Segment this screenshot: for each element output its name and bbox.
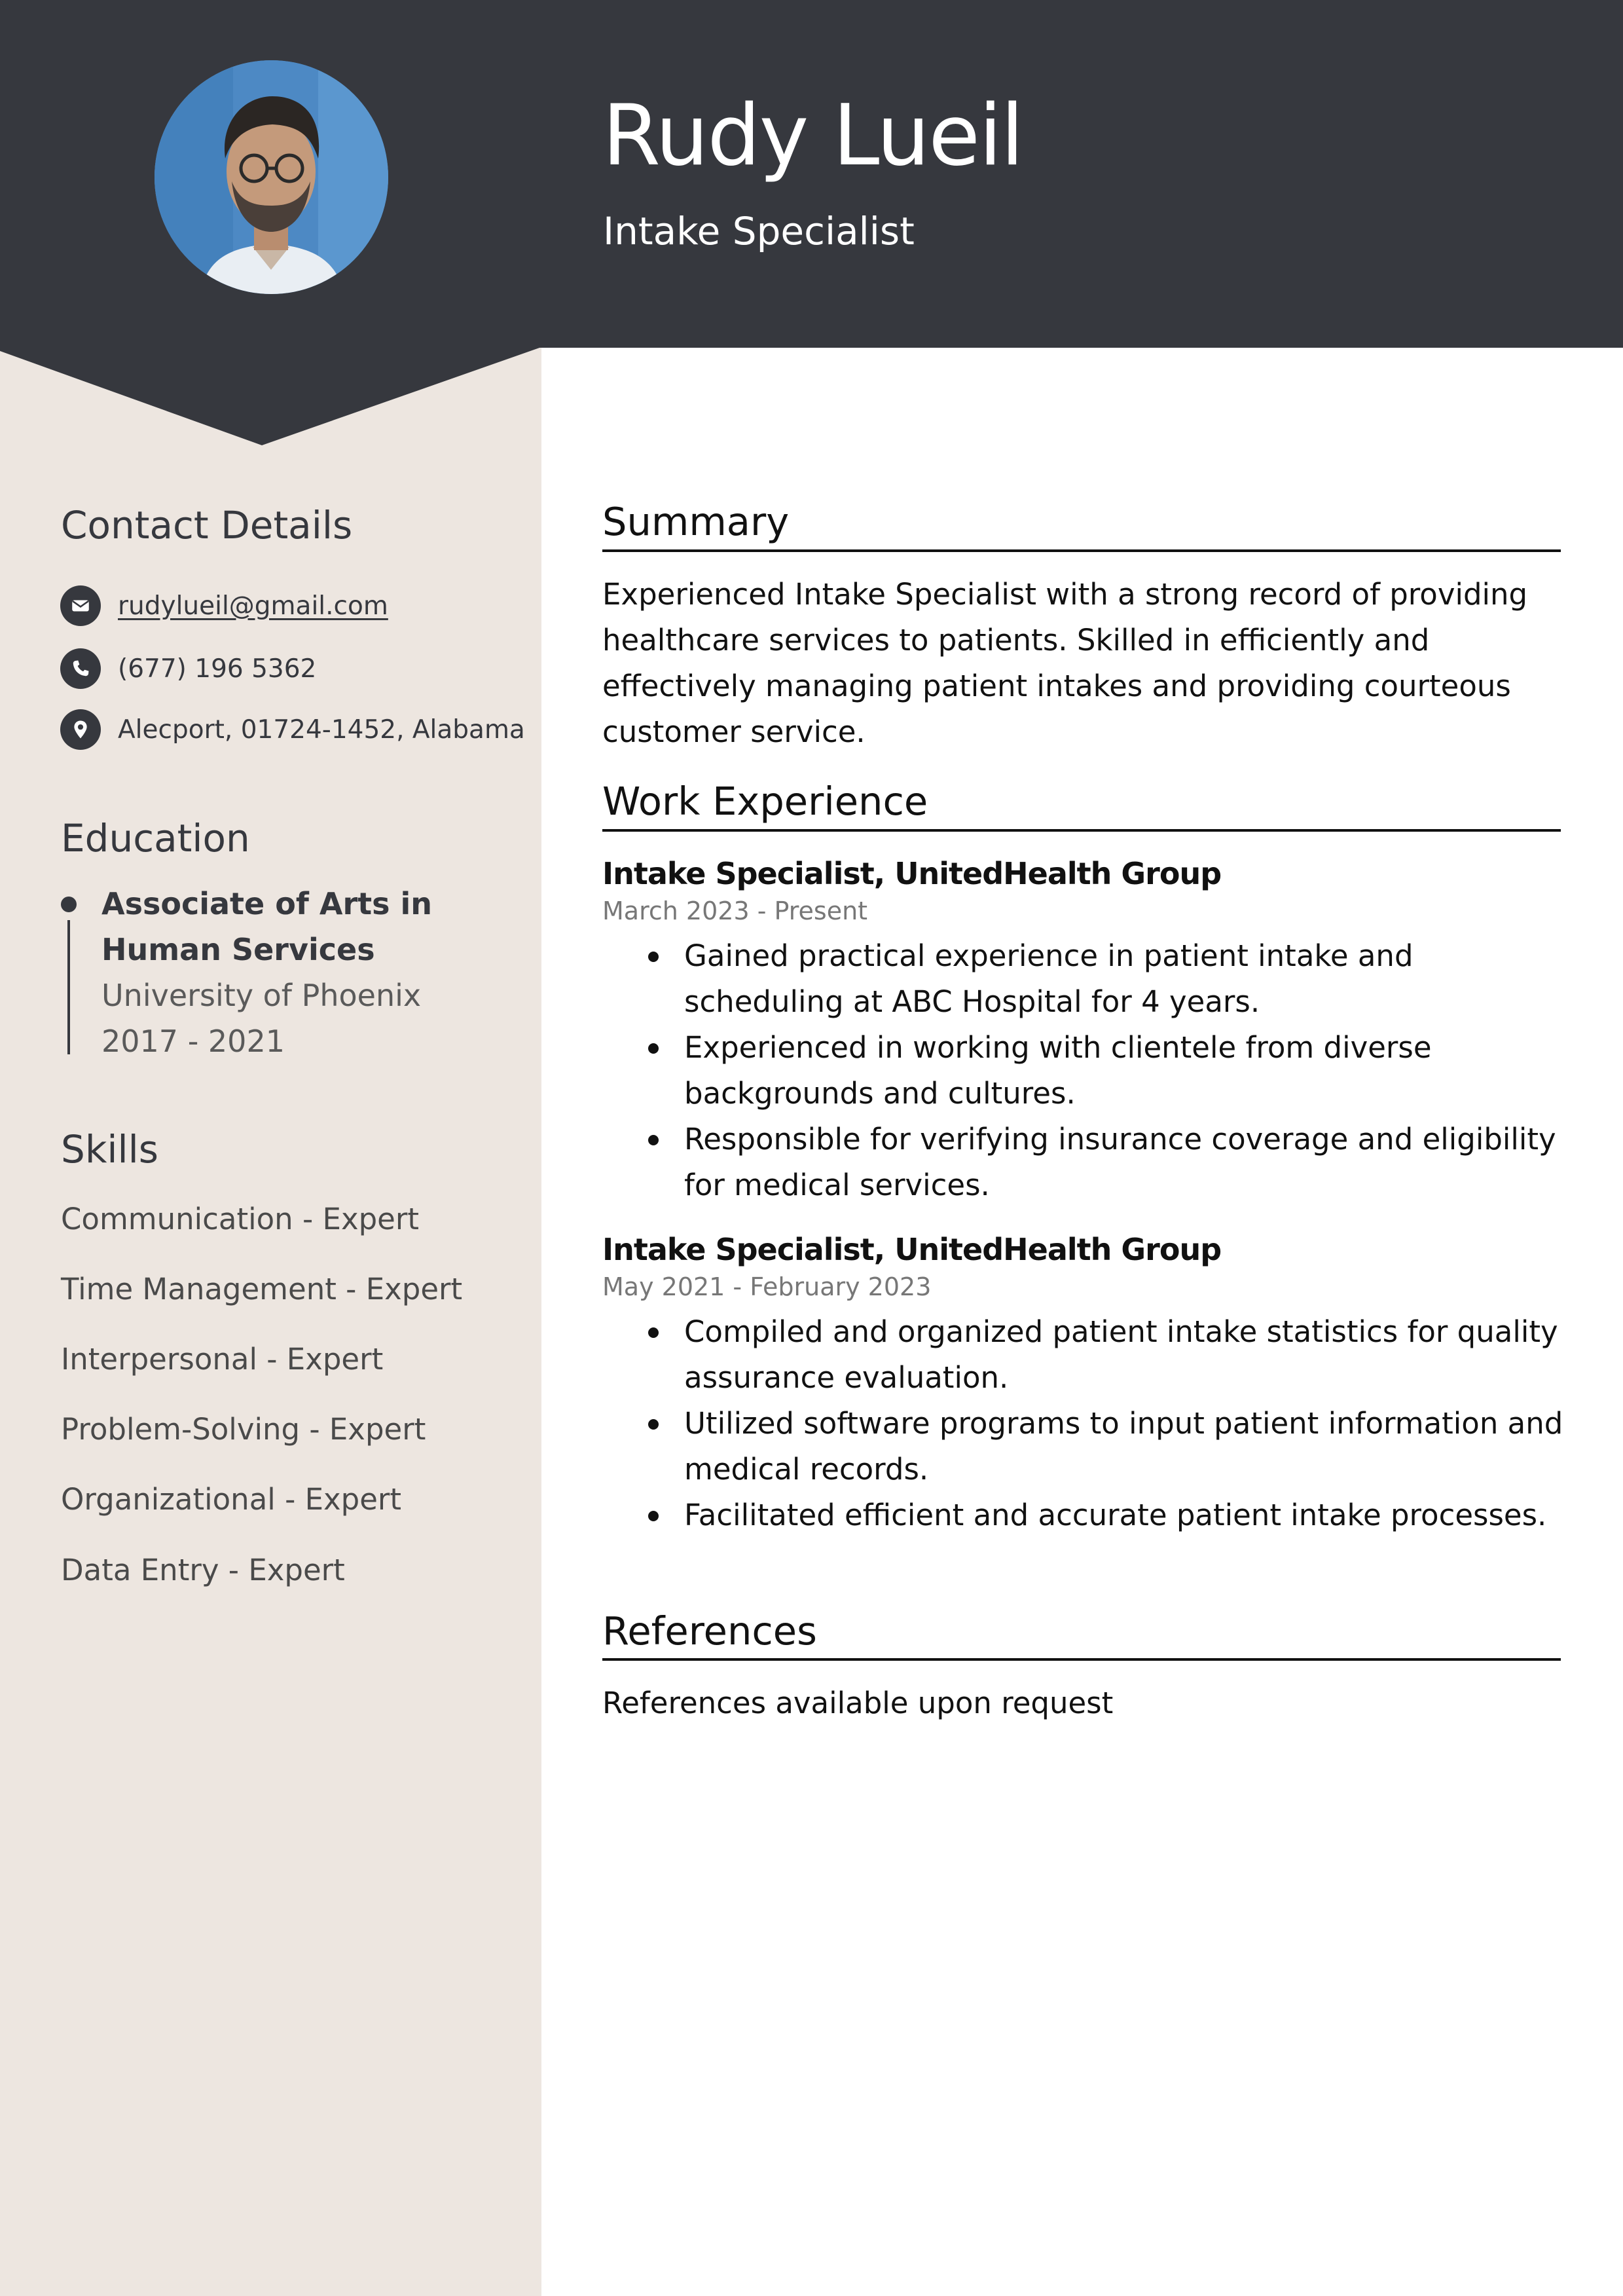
summary-heading: Summary: [602, 499, 790, 544]
job-bullets: [602, 933, 1565, 1208]
bullet-dot: [648, 1043, 659, 1054]
job-dates: May 2021 - February 2023: [602, 1272, 932, 1301]
education-school: University of Phoenix: [101, 978, 422, 1013]
job-bullet: [602, 1025, 1565, 1117]
education-years: 2017 - 2021: [101, 1024, 285, 1059]
references-text: References available upon request: [602, 1686, 1114, 1720]
bullet-text: Experienced in working with clientele from diverse backgrounds and cultures.: [684, 1030, 1432, 1111]
education-heading: Education: [61, 816, 250, 861]
bullet-dot: [648, 1327, 659, 1338]
skills-heading: Skills: [61, 1127, 158, 1172]
job-bullet: [602, 1309, 1565, 1401]
bullet-dot: [648, 952, 659, 962]
address-text: Alecport, 01724-1452, Alabama: [118, 714, 525, 745]
job-bullet: [602, 1492, 1565, 1538]
skill-item: Interpersonal - Expert: [61, 1342, 384, 1377]
work-divider: [602, 829, 1561, 832]
contact-email-row: [60, 585, 388, 626]
header-chevron: [0, 347, 541, 449]
skill-item: Communication - Expert: [61, 1202, 419, 1236]
education-timeline-line: [67, 920, 70, 1054]
bullet-text: Compiled and organized patient intake statistics for quality assurance evaluation.: [684, 1314, 1558, 1395]
envelope-icon: [60, 585, 101, 626]
job-bullet: [602, 1401, 1565, 1492]
contact-heading: Contact Details: [61, 503, 353, 547]
profile-photo: [155, 60, 388, 294]
skill-item: Problem-Solving - Expert: [61, 1412, 426, 1447]
summary-divider: [602, 549, 1561, 552]
job-title: Intake Specialist, UnitedHealth Group: [602, 1232, 1222, 1267]
skill-item: Data Entry - Expert: [61, 1553, 345, 1587]
job-bullets: [602, 1309, 1565, 1538]
contact-address-row: [60, 709, 525, 750]
summary-text: Experienced Intake Specialist with a strong record of providing healthcare services to patients. Skilled in efficiently and effectively managing patient intakes and providing courteous customer service.: [602, 577, 1528, 749]
education-degree: Associate of Arts in Human Services: [101, 886, 433, 967]
bullet-text: Utilized software programs to input patient information and medical records.: [684, 1406, 1563, 1487]
candidate-title: Intake Specialist: [603, 209, 915, 253]
bullet-text: Facilitated efficient and accurate patient intake processes.: [684, 1498, 1547, 1532]
phone-text: (677) 196 5362: [118, 654, 317, 684]
bullet-dot: [648, 1135, 659, 1145]
job-dates: March 2023 - Present: [602, 897, 868, 925]
bullet-text: Responsible for verifying insurance coverage and eligibility for medical services.: [684, 1122, 1556, 1202]
job-bullet: [602, 1117, 1565, 1208]
location-pin-icon: [60, 709, 101, 750]
contact-phone-row: [60, 648, 316, 689]
phone-icon: [60, 648, 101, 689]
bullet-dot: [648, 1511, 659, 1521]
skill-item: Organizational - Expert: [61, 1482, 402, 1517]
email-link[interactable]: rudylueil@gmail.com: [118, 591, 388, 621]
bullet-text: Gained practical experience in patient intake and scheduling at ABC Hospital for 4 years.: [684, 938, 1413, 1019]
job-bullet: [602, 933, 1565, 1025]
job-title: Intake Specialist, UnitedHealth Group: [602, 856, 1222, 891]
bullet-dot: [648, 1419, 659, 1430]
work-heading: Work Experience: [602, 779, 928, 824]
references-heading: References: [602, 1608, 817, 1654]
references-divider: [602, 1658, 1561, 1661]
candidate-name: Rudy Lueil: [602, 87, 1023, 185]
education-timeline-dot: [61, 897, 77, 912]
skill-item: Time Management - Expert: [61, 1272, 463, 1306]
